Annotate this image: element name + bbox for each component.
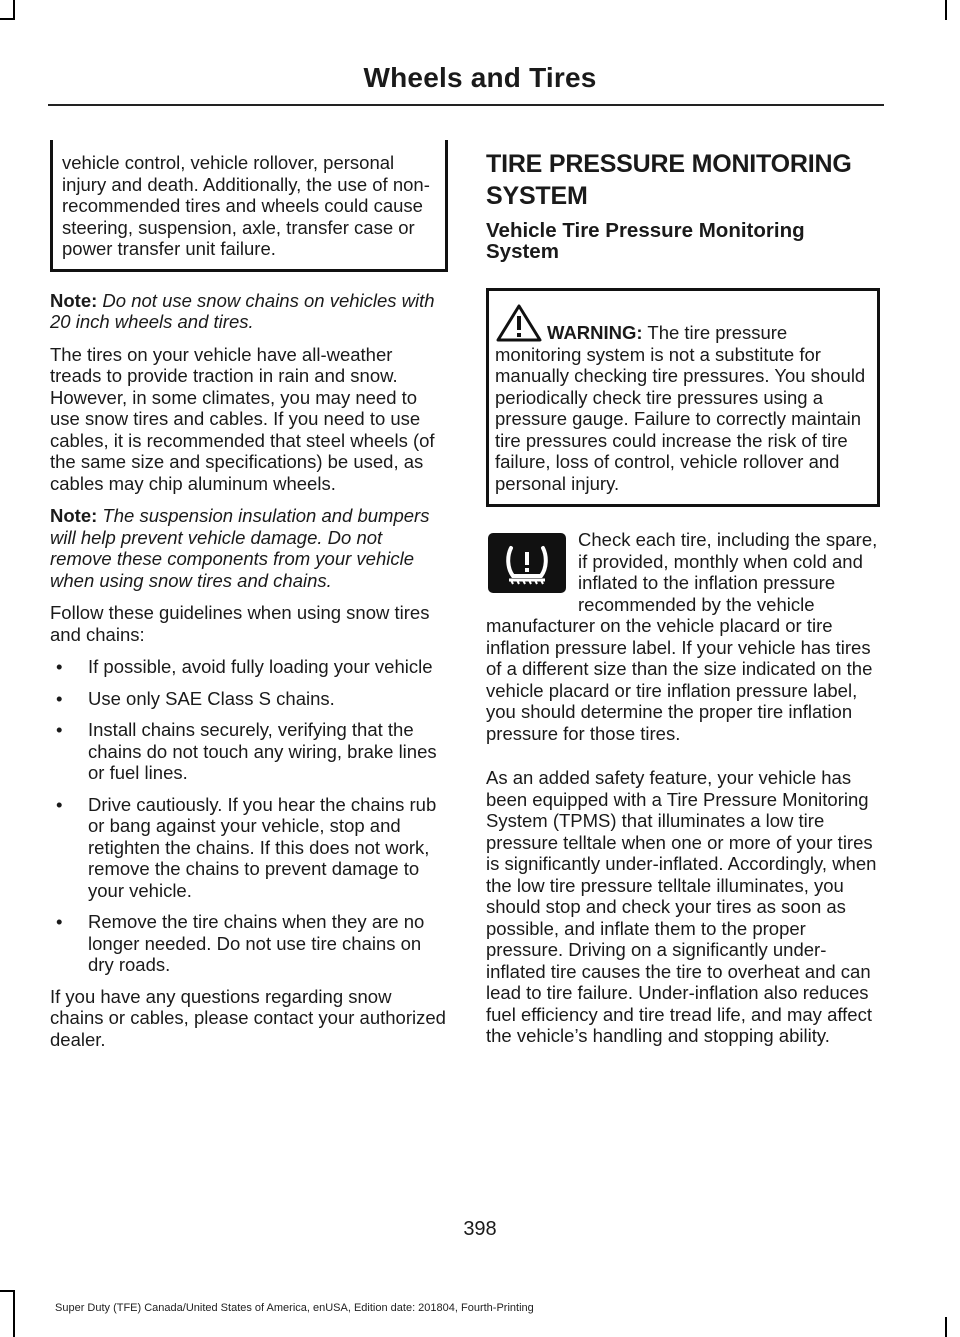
bullet-icon: •	[56, 911, 63, 932]
note-snow-chains	[50, 290, 448, 333]
list-item: • Install chains securely, verifying that the chains do not touch any wiring, brake lines or fuel lines.	[56, 719, 437, 783]
page-title: Wheels and Tires	[363, 62, 597, 93]
tpms-paragraph-block	[486, 529, 880, 744]
bullet-icon: •	[56, 793, 63, 815]
right-column	[486, 140, 880, 1058]
crop-mark-top-left-horizontal	[0, 18, 15, 20]
list-item: • If possible, avoid fully loading your vehicle	[56, 656, 433, 677]
note-suspension	[50, 505, 448, 591]
warning-continuation-text: vehicle control, vehicle rollover, personal injury and death. Additionally, the use of non-recommended tires and wheels could cause steering, suspension, axle, transfer case or power transfer unit failure.	[62, 152, 430, 259]
paragraph-dealer: If you have any questions regarding snow chains or cables, please contact your authorized dealer.	[50, 985, 446, 1050]
note-text: Do not use snow chains on vehicles with 20 inch wheels and tires.	[50, 289, 435, 332]
tpms-telltale-icon	[486, 531, 568, 595]
page-number: 398	[463, 1218, 497, 1240]
bullet-icon: •	[56, 687, 63, 709]
note-label: Note:	[50, 289, 98, 311]
paragraph-all-weather: The tires on your vehicle have all-weather treads to provide traction in rain and snow. However, in some climates, you may need to use snow tires and cables. If you need to use cables, it is recommended that steel wheels (of the same size and specifications) be used, as cables may chip aluminum wheels.	[50, 343, 435, 494]
guidelines-list	[50, 656, 448, 976]
bullet-icon: •	[56, 656, 63, 677]
bullet-icon: •	[56, 719, 63, 740]
crop-mark-bottom-left-vertical	[13, 1290, 15, 1337]
note-label: Note:	[50, 505, 98, 526]
warning-text: The tire pressure monitoring system is not a substitute for manually checking tire pressures. You should periodically check tire pressures using a pressure gauge. Failure to correctly maintain tire pressures could increase the risk of tire failure, loss of control, vehicle rollover and personal injury.	[495, 322, 866, 494]
warning-label: WARNING:	[547, 322, 643, 343]
note-text: The suspension insulation and bumpers will help prevent vehicle damage. Do not remove these components from your vehicle when using snow tires and chains.	[50, 505, 430, 591]
paragraph-guidelines-intro: Follow these guidelines when using snow tires and chains:	[50, 602, 430, 645]
crop-mark-bottom-right	[945, 1317, 947, 1337]
section-title: TIRE PRESSURE MONITORING SYSTEM	[486, 150, 852, 210]
crop-mark-top-right	[945, 0, 947, 20]
crop-mark-bottom-left-horizontal	[0, 1290, 15, 1292]
crop-mark-top-left-vertical	[13, 0, 15, 20]
warning-box	[486, 288, 880, 507]
left-column	[50, 140, 448, 1061]
subsection-title: Vehicle Tire Pressure Monitoring System	[486, 219, 805, 263]
paragraph-tpms-feature: As an added safety feature, your vehicle has been equipped with a Tire Pressure Monitoring System (TPMS) that illuminates a low tire pressure telltale when one or more of your tires is significantly under-inflated. Accordingly, when the low tire pressure telltale illuminates, you should stop and check your tires as soon as possible, and inflate them to the proper pressure. Driving on a significantly under-inflated tire causes the tire to overheat and can lead to tire failure. Under-inflation also reduces fuel efficiency and tire tread life, and may affect the vehicle’s handling and stopping ability.	[486, 767, 877, 1046]
list-item: • Remove the tire chains when they are no longer needed. Do not use tire chains on dry roads.	[56, 911, 425, 975]
list-item: • Use only SAE Class S chains.	[56, 687, 335, 709]
edition-footer: Super Duty (TFE) Canada/United States of America, enUSA, Edition date: 201804, Fourth-Printing	[55, 1302, 534, 1314]
warning-triangle-icon	[495, 303, 543, 343]
warning-continuation-box	[50, 140, 448, 272]
header-divider	[48, 104, 884, 106]
paragraph-check-tires: Check each tire, including the spare, if provided, monthly when cold and inflated to the inflation pressure recommended by the vehicle manufacturer on the vehicle placard or tire inflation pressure label. If your vehicle has tires of a different size than the size indicated on the vehicle placard or tire inflation pressure label, you should determine the proper tire inflation pressure for those tires.	[486, 529, 878, 744]
list-item: • Drive cautiously. If you hear the chains rub or bang against your vehicle, stop and retighten the chains. If this does not work, remove the chains to prevent damage to your vehicle.	[56, 793, 437, 901]
